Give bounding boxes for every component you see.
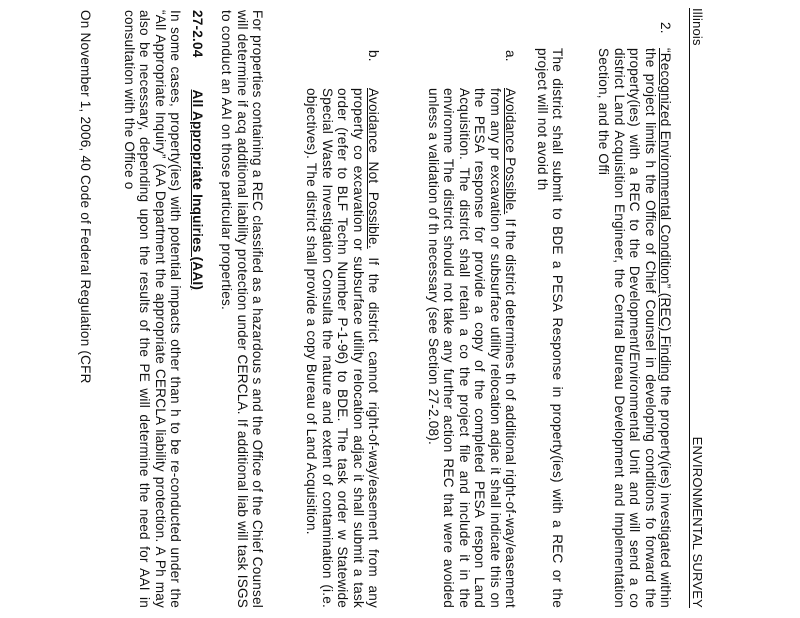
section-number: 27-2.04 (190, 10, 205, 58)
item-a-letter: a. (503, 50, 518, 62)
item-a-lead: Avoidance Possible. (503, 88, 518, 215)
item-2-paragraph (596, 48, 673, 608)
item-2-number: 2. (658, 22, 673, 34)
header-rule (689, 8, 690, 608)
item-2-text: the property(ies) investigated within the project limits h the Office of Chief Counsel in developing conditions fo forward the property(ies) with a REC to the Development/Environmental Unit and will send a co district Land Acquisition Engineer, the Central Bureau Development and Implementation Section, and the Offi (596, 48, 673, 608)
item-a-paragraph (426, 88, 518, 608)
item-a-text: If the district determines th of additional right-of-way/easement from any pr excavation or subsurface utility relocation adjac it shall indicate this on the PESA response for provide a copy of the completed PESA respon Land Acquisition. The district shall retain a co the project file and include it in the environme The district should not take any further action REC that were avoided unless a validation of th necessary (see Section 27-2.08). (425, 88, 518, 608)
item-b-lead: Avoidance Not Possible. (366, 88, 381, 249)
item-b-text: If the district cannot right-of-way/easement from any property co excavation or subsurface utility relocation adjac it shall submit a task order (refer to BLF Techn Number P-1-96) to BDE. The task order w Statewide Special Waste Investigation Consulta the nature and extent of contamination (i.e. objectives). The district shall provide a copy Bureau of Land Acquisition. (304, 88, 381, 608)
some-cases-paragraph: In some cases, property(ies) with potential impacts other than h to be re-conducted under the “All Appropriate Inquiry” (AA Department the appropriate CERCLA liability protection. A Ph may also be necessary, depending upon the results of the PE will determine the need for AAI in consultation with the Office o (121, 10, 183, 608)
header-chapter: ENVIRONMENTAL SURVEY (690, 436, 705, 608)
for-properties-paragraph: For properties containing a REC classified as a hazardous s and the Office of the Chief Counsel will determine if acq additional liability protection under CERCLA. If additional liab will task ISGS to conduct an AAI on those particular properties. (219, 10, 265, 608)
on-november-paragraph: On November 1, 2006, 40 Code of Federal Regulation (CFR (78, 10, 93, 384)
header-state: Illinois (690, 8, 705, 46)
item-2-lead: “Recognized Environmental Condition” (REC) Finding (658, 48, 673, 382)
page-header (690, 8, 705, 608)
document-page (78, 8, 705, 608)
section-heading (190, 10, 205, 608)
district-paragraph: The district shall submit to BDE a PESA Response in property(ies) with a REC or the project will not avoid th (534, 48, 565, 608)
section-title: All Appropriate Inquiries (AAI) (190, 89, 205, 291)
item-b-paragraph (304, 88, 381, 608)
item-b-letter: b. (366, 50, 381, 62)
